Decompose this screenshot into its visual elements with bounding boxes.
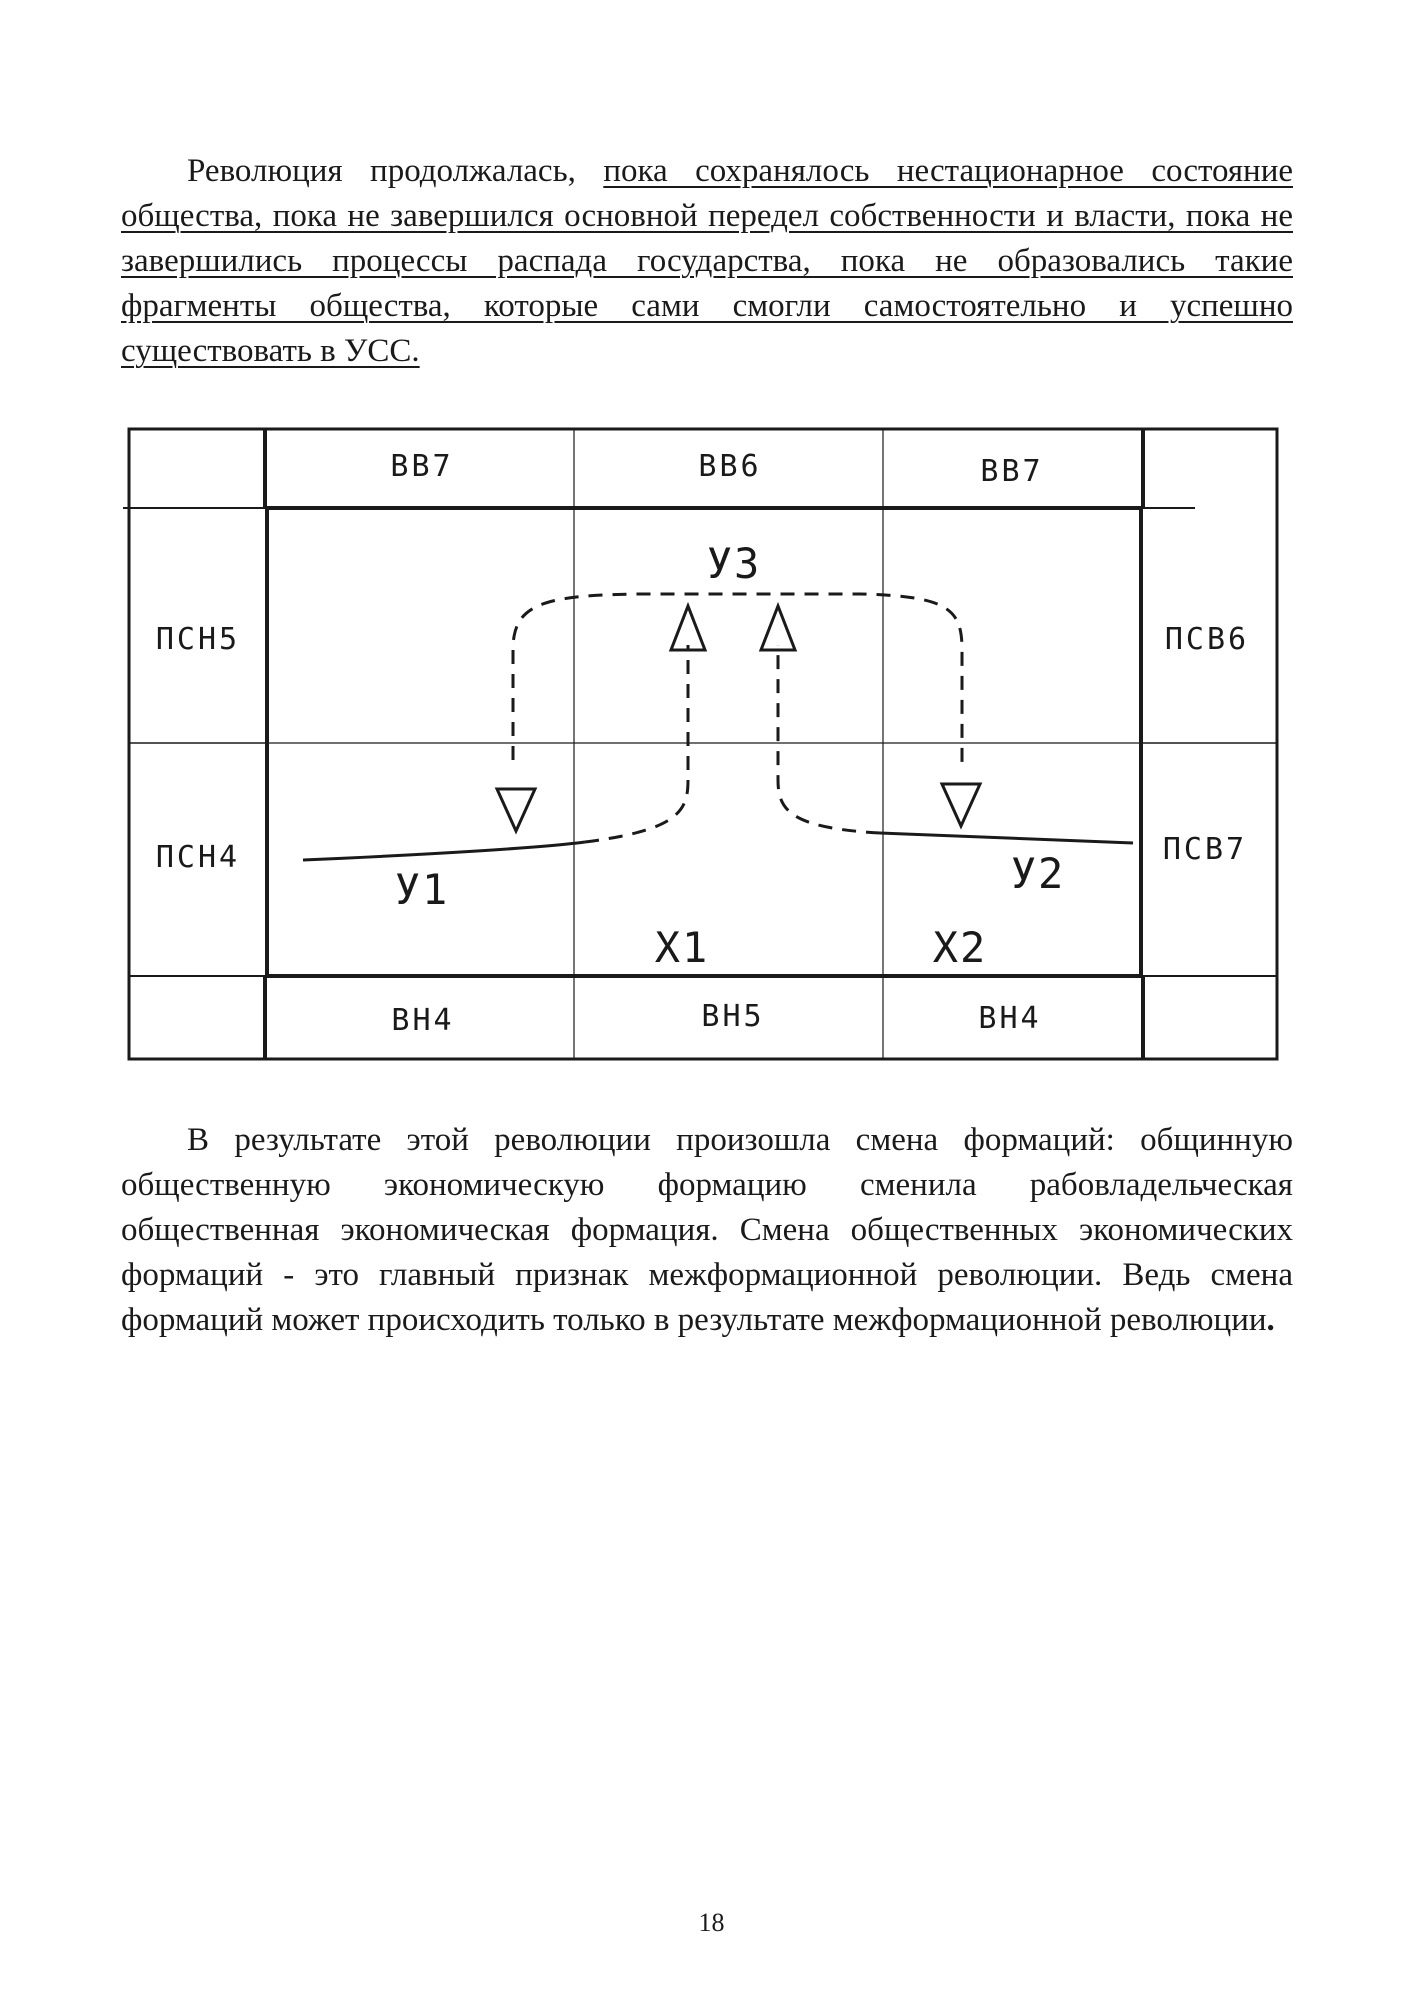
right-cell-1-label: ПСВ6 [1164,622,1250,657]
left-cell-1-label: ПСН5 [155,622,241,657]
paragraph-1-lead: Революция продолжалась, [187,153,604,189]
bottom-cell-2-label: ВН5 [701,999,765,1034]
curve-y1 [303,842,585,860]
paragraph-2-text: В результате этой революции произошла смена формаций: общинную общественную экономическую формацию сменила рабовладельческая общественная экономическая формация. Смена общественных экономических формаций - это главный признак межформационной революции. Ведь смена формаций может происходить только в результате межформационной революции [121,1122,1293,1338]
arrow-up-right [761,606,795,650]
paragraph-2 [121,1118,1293,1343]
bottom-cell-1-label: ВН4 [391,1003,455,1038]
top-cell-3-label: ВВ7 [980,454,1044,489]
axis-label-x1: Х1 [654,923,710,972]
curve-label-y3: У3 [706,539,762,588]
left-cell-2-label: ПСН4 [155,840,241,875]
top-cell-1-label: ВВ7 [390,449,454,484]
dashed-rise-right [778,645,880,833]
curve-label-y2: У2 [1010,849,1066,898]
curve-label-y1: У1 [394,865,450,914]
arrow-down-left [497,789,535,831]
arrow-up-left [671,606,705,650]
curve-y2 [880,833,1133,843]
dashed-top-arc [513,594,962,765]
bottom-cell-3-label: ВН4 [978,1001,1042,1036]
paragraph-1-underlined: пока сохранялось нестационарное состояние общества, пока не завершился основной передел собственности и власти, пока не завершились процессы распада государства, пока не образовались такие фрагменты общества, которые сами смогли самостоятельно и успешно существовать в УСС. [121,153,1294,369]
arrow-down-right [942,784,980,826]
right-cell-2-label: ПСВ7 [1162,832,1248,867]
axis-label-x2: Х2 [932,923,988,972]
paragraph-2-end-mark: . [1266,1302,1275,1338]
page-number: 18 [698,1908,725,1937]
top-cell-2-label: ВВ6 [698,449,762,484]
